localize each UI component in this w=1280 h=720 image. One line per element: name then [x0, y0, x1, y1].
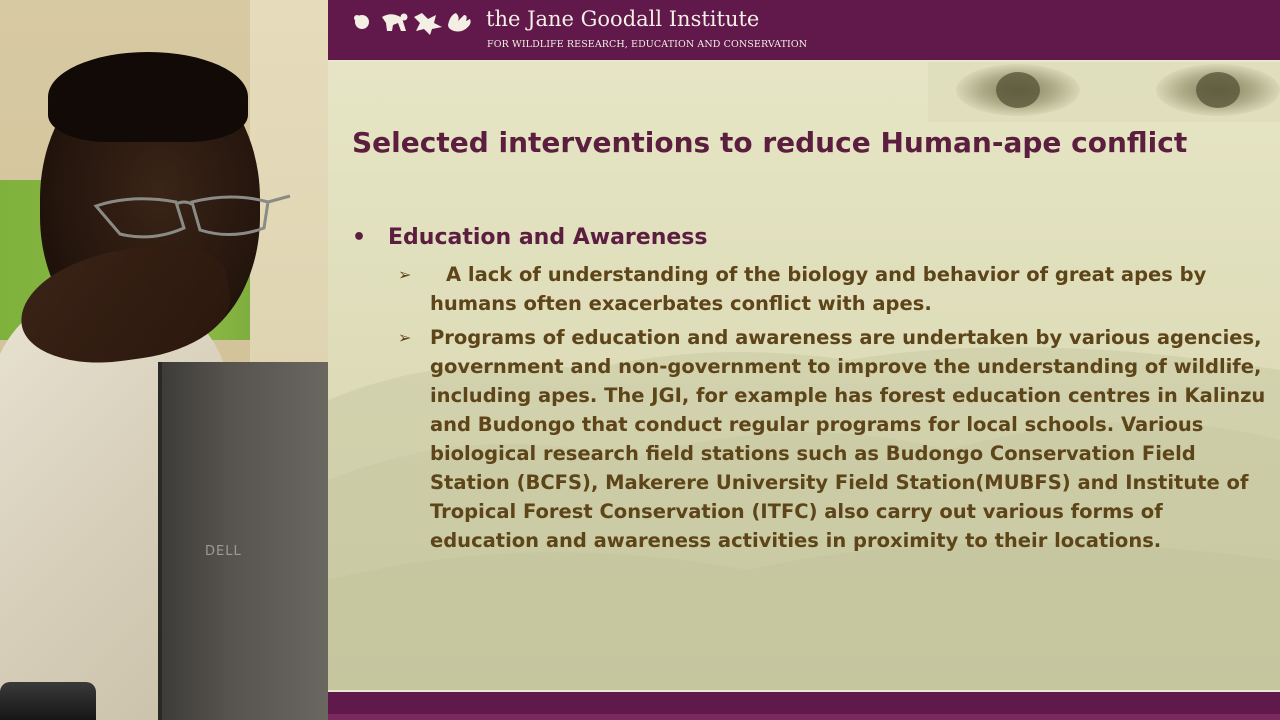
- speaker-hair: [48, 52, 248, 142]
- chimp-eyes-image: [928, 62, 1280, 122]
- arrow-bullet-icon: ➢: [398, 328, 412, 347]
- arrow-bullet-icon: ➢: [398, 265, 412, 284]
- bullet-marker: •: [352, 225, 367, 250]
- chimp-head-icon: [354, 15, 369, 29]
- sub-bullet-lack-of-understanding: [398, 260, 1268, 318]
- organization-tagline: FOR WILDLIFE RESEARCH, EDUCATION AND CONSERVATION: [487, 39, 808, 50]
- laptop: [158, 362, 328, 720]
- bullet-label: Education and Awareness: [388, 225, 708, 250]
- sub-bullet-text: Programs of education and awareness are undertaken by various agencies, government and non-government to improve the understanding of wildlife, including apes. The JGI, for example has forest education centres in Kalinzu and Budongo that conduct regular programs for local schools. Various biological research field stations such as Budongo Conservation Field Station (BCFS), Makerere University Field Station(MUBFS) and Institute of Tropical Forest Conservation (ITFC) also carry out various forms of education and awareness activities in proximity to their locations.: [430, 326, 1266, 552]
- footer-accent-line: [328, 714, 1280, 720]
- bullet-education-awareness: [352, 222, 1212, 254]
- speaker-video: [0, 0, 328, 720]
- slide-header-bar: [328, 0, 1280, 62]
- phone-device: [0, 682, 96, 720]
- sub-bullet-programs: [398, 323, 1268, 555]
- glasses-icon: [92, 188, 292, 244]
- sub-bullet-text: A lack of understanding of the biology and behavior of great apes by humans often exacerbates conflict with apes.: [430, 263, 1207, 315]
- laptop-logo: DELL: [205, 544, 242, 559]
- slide-title: Selected interventions to reduce Human-ape conflict: [352, 126, 1188, 159]
- walking-chimp-icon: [382, 14, 408, 32]
- presentation-slide: [328, 0, 1280, 720]
- leaf-icon: [414, 13, 442, 35]
- organization-name: the Jane Goodall Institute: [486, 7, 760, 31]
- hand-icon: [448, 13, 471, 32]
- logo-icons: [352, 9, 472, 35]
